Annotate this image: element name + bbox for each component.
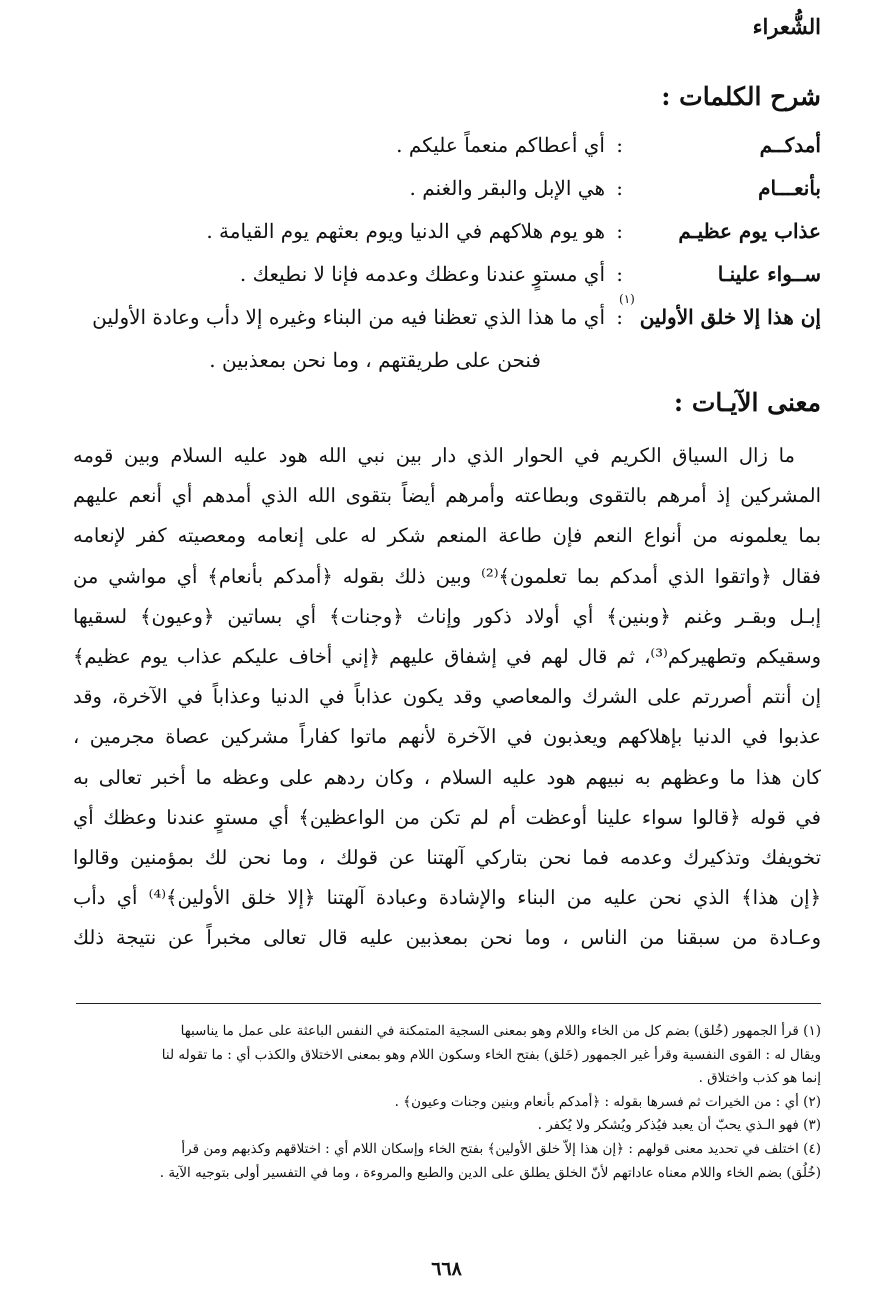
glossary-definition: أي أعطاكم منعماً عليكم . <box>396 133 605 157</box>
body-line: وسقيكم وتطهيركم⁽³⁾، ثم قال لهم في إشفاق عليهم ﴿إني أخاف عليكم عذاب يوم عظيم﴾ <box>73 644 821 668</box>
glossary-term: أمدكــم <box>759 133 821 157</box>
body-line: ﴿إن هذا﴾ الذي نحن عليه من البناء والإشادة وعبادة آلهتنا ﴿إلا خلق الأولين﴾⁽⁴⁾ أي دأب <box>73 886 821 910</box>
footnote-line: (٢) أي : من الخيرات ثم فسرها بقوله : ﴿أمدكم بأنعام وبنين وجنات وعيون﴾ . <box>394 1093 821 1110</box>
glossary-colon: : <box>616 219 623 243</box>
footnote-line: إنما هو كذب واختلاق . <box>698 1070 821 1087</box>
footnote-divider <box>76 1003 821 1004</box>
body-line: وعـادة من سبقنا من الناس ، وما نحن بمعذبين عليه قال تعالى مخبراً عن نتيجة ذلك <box>73 926 821 950</box>
body-line: عذبوا في الدنيا بإهلاكهم ويعذبون في الآخرة لأنهم ماتوا كفاراً مشركين عصاة مجرمين ، <box>73 725 821 749</box>
glossary-colon: : <box>616 133 623 157</box>
glossary-term: عذاب يوم عظيـم <box>678 219 821 243</box>
glossary-entry <box>61 292 821 339</box>
footnote-line: (٣) فهو الـذي يحبّ أن يعبد فيُذكر ويُشكر ولا يُكفر . <box>537 1117 821 1134</box>
glossary-definition: هي الإبل والبقر والغنم . <box>409 176 605 200</box>
footnote-line: ويقال له : القوى النفسية وقرأ غير الجمهور (خَلق) بفتح الخاء وسكون اللام وهو بمعنى الاختلاق والكذب أي : ما تقوله لنا <box>161 1046 821 1063</box>
vocab-heading: شرح الكلمات : <box>661 82 821 111</box>
body-line: المشركين إذ أمرهم بالتقوى وبطاعته وأمرهم أيضاً بتقوى الله الذي أمدهم أي أنعم عليهم <box>73 484 821 508</box>
glossary-colon: : <box>616 305 623 329</box>
glossary-colon: : <box>616 262 623 286</box>
body-line: بما يعلمونه من أنواع النعم فإن طاعة المنعم شكر له على إنعامه ومعصيته كفر لإنعامه <box>73 524 821 548</box>
body-line: فقال ﴿واتقوا الذي أمدكم بما تعلمون﴾⁽²⁾ وبين ذلك بقوله ﴿أمدكم بأنعام﴾ أي مواشي من <box>73 564 821 588</box>
glossary-entry <box>61 253 821 296</box>
body-line: تخويفك وتذكيرك وعدمه فما نحن بتاركي آلهتنا عن قولك ، وما نحن لك بمؤمنين وقالوا <box>73 845 821 869</box>
body-line: إبـل وبقـر وغنم ﴿وبنين﴾ أي أولاد ذكور وإناث ﴿وجنات﴾ أي بساتين ﴿وعيون﴾ لسقيها <box>73 604 821 628</box>
body-line: ما زال السياق الكريم في الحوار الذي دار بين نبي الله هود عليه السلام وبين قومه <box>73 444 795 467</box>
glossary-continuation: فنحن على طريقتهم ، وما نحن بمعذبين . <box>209 348 541 372</box>
glossary-term-wrap <box>619 292 821 338</box>
glossary <box>61 124 821 382</box>
glossary-entry <box>61 124 821 167</box>
body-line: كان هذا ما وعظهم به نبيهم هود عليه السلام ، وكان ردهم على وعظه ما أخبر تعالى به <box>73 765 821 789</box>
body-line: في قوله ﴿قالوا سواء علينا أوعظت أم لم تكن من الواعظين﴾ أي مستوٍ عندنا وعظك أي <box>73 805 821 829</box>
footnote-line: (٤) اختلف في تحديد معنى قولهم : ﴿إن هذا إلاّ خلق الأولين﴾ بفتح الخاء وإسكان اللام أي : اختلاقهم وكذبهم ومن قرأ <box>181 1140 821 1157</box>
meaning-heading: معنى الآيـات : <box>673 388 821 417</box>
glossary-definition: أي ما هذا الذي تعظنا فيه من البناء وغيره إلا دأب وعادة الأولين <box>92 305 605 329</box>
footnotes <box>73 1020 821 1185</box>
footnote-line: (خُلُق) بضم الخاء واللام معناه عاداتهم لأنّ الخلق يطلق على الدين والطبع والمروءة ، وما في التفسير أولى بتوجيه الآية . <box>159 1164 821 1181</box>
glossary-term: ســواء علينـا <box>717 262 821 286</box>
body-line: إن أنتم أصررتم على الشرك والمعاصي وقد يكون عذاباً في الدنيا وعذاباً في الآخرة، وقد <box>73 685 821 709</box>
glossary-entry <box>61 167 821 210</box>
glossary-definition: هو يوم هلاكهم في الدنيا ويوم بعثهم يوم القيامة . <box>206 219 605 243</box>
page-number: ٦٦٨ <box>431 1258 462 1280</box>
glossary-term: بأنعـــام <box>758 176 821 200</box>
glossary-colon: : <box>616 176 623 200</box>
glossary-term: إن هذا إلا خلق الأولين <box>639 305 821 329</box>
commentary-body <box>73 436 821 958</box>
glossary-definition: أي مستوٍ عندنا وعظك وعدمه فإنا لا نطيعك . <box>239 262 605 286</box>
footnote-line: (١) قرأ الجمهور (خُلق) بضم كل من الخاء واللام وهو بمعنى السجية المتمكنة في النفس الباعثة على عمل ما يناسبها <box>180 1023 821 1039</box>
running-head: الشُّعراء <box>752 14 821 39</box>
footnote-marker: (١) <box>619 292 635 306</box>
glossary-entry <box>61 210 821 253</box>
